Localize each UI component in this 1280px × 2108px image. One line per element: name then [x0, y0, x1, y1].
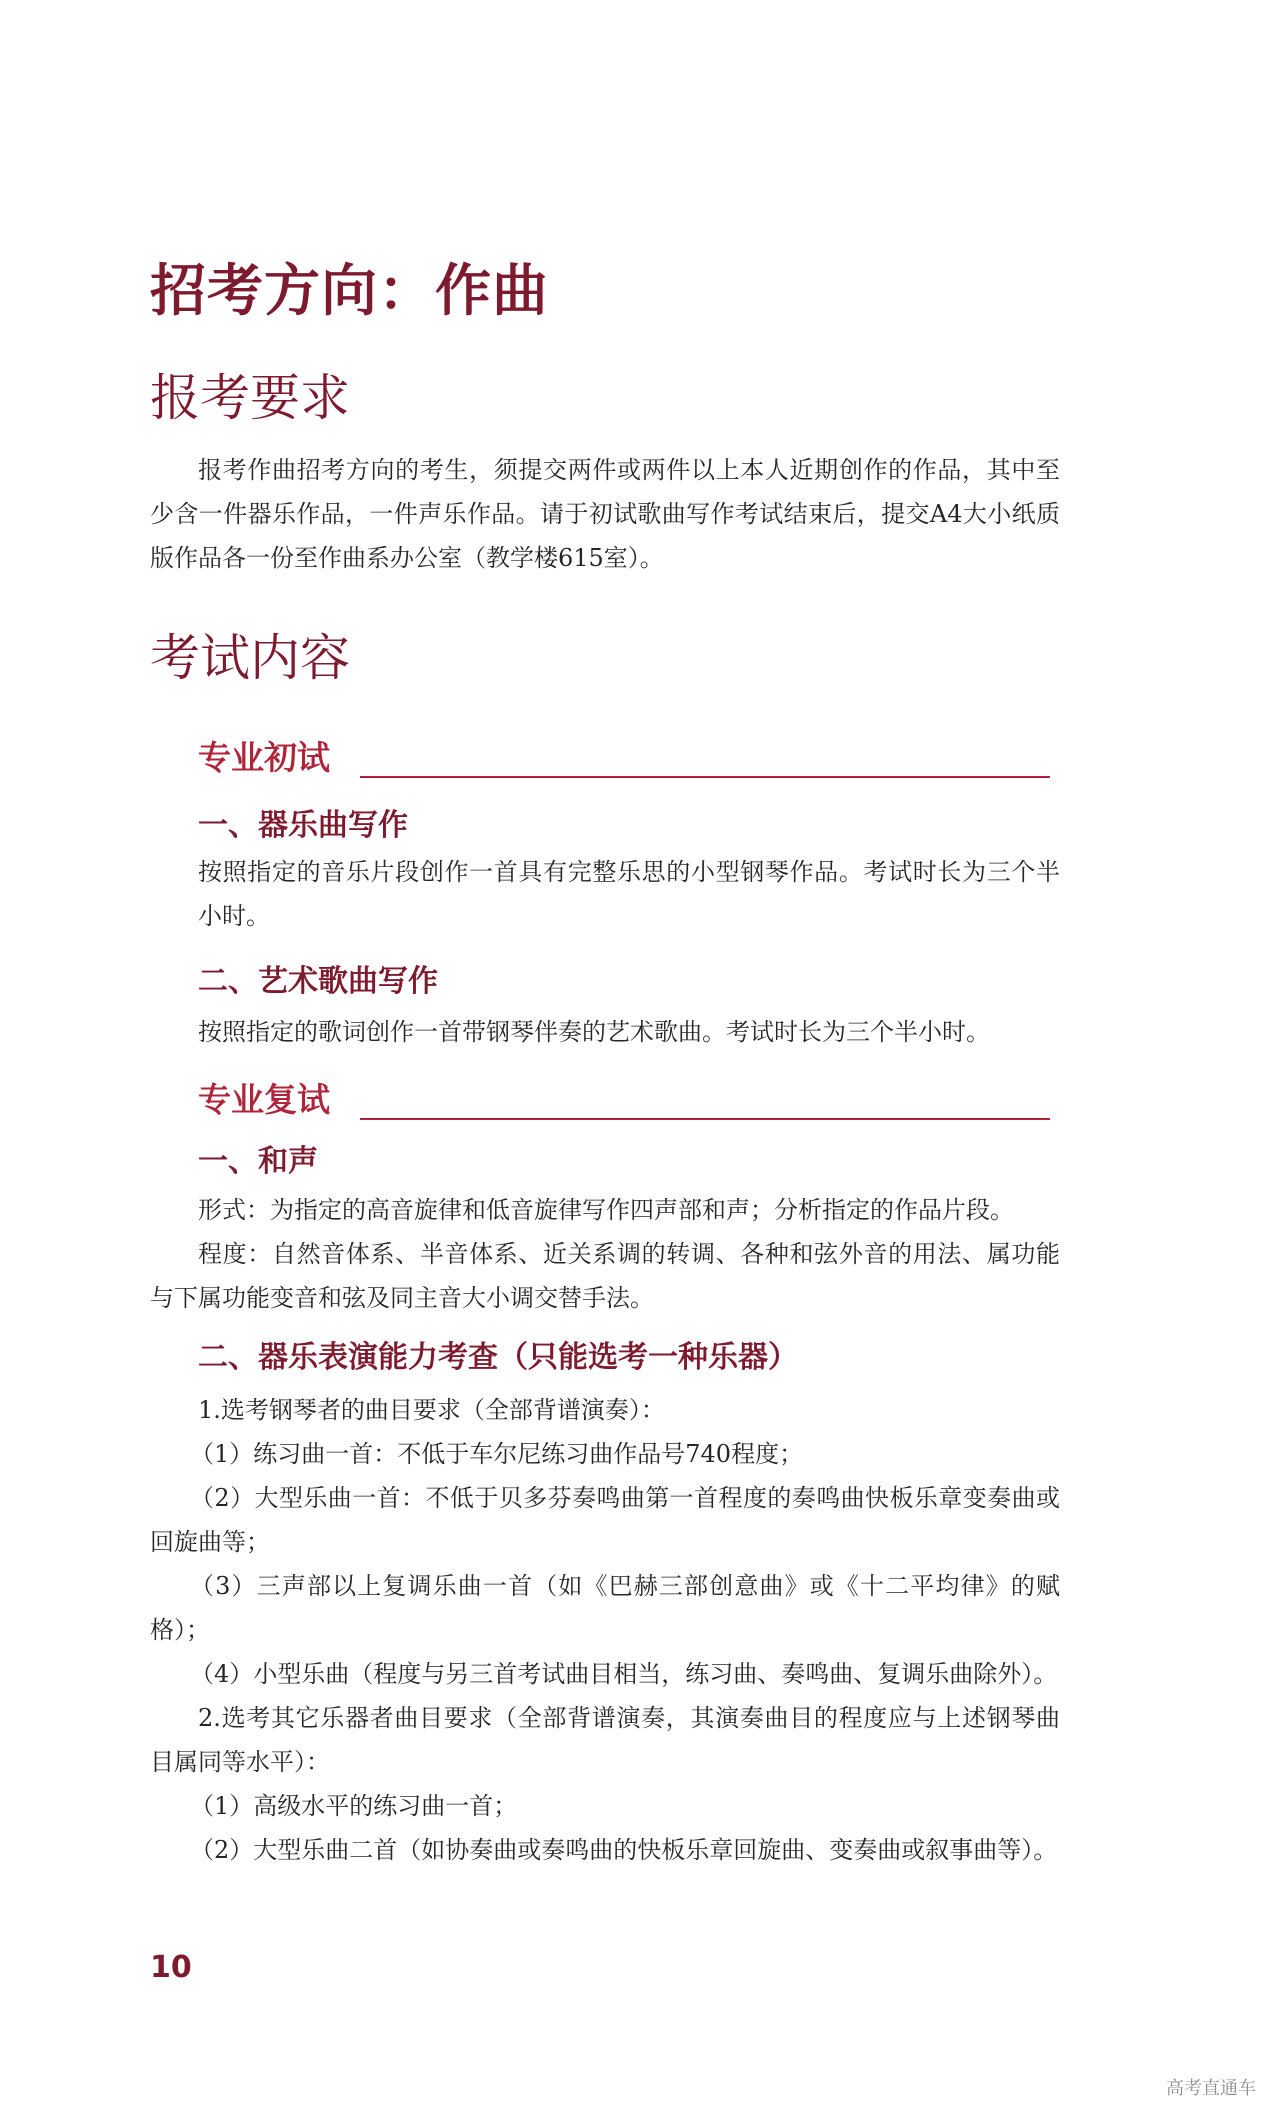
section-heading-content: 考试内容 [150, 629, 350, 687]
preliminary-item2-title: 二、艺术歌曲写作 [198, 964, 438, 999]
preliminary-item1-title: 一、器乐曲写作 [198, 808, 408, 843]
retest-item1-title: 一、和声 [198, 1144, 318, 1179]
stage-heading-rule [360, 776, 1050, 778]
stage-heading-retest-label: 专业复试 [198, 1080, 330, 1119]
other-instrument-intro: 2.选考其它乐器者曲目要求（全部背谱演奏，其演奏曲目的程度应与上述钢琴曲目属同等水平）： [150, 1704, 1060, 1776]
piano-requirement-1: （1）练习曲一首：不低于车尔尼练习曲作品号740程度； [190, 1440, 804, 1468]
piano-requirements-intro: 1.选考钢琴者的曲目要求（全部背谱演奏）： [198, 1396, 665, 1424]
stage-heading-preliminary-label: 专业初试 [198, 738, 330, 777]
watermark-text: 高考直通车 [1166, 2078, 1256, 2099]
preliminary-item1-text: 按照指定的音乐片段创作一首具有完整乐思的小型钢琴作品。考试时长为三个半小时。 [198, 858, 1060, 930]
piano-requirement-4: （4）小型乐曲（程度与另三首考试曲目相当，练习曲、奏鸣曲、复调乐曲除外）。 [190, 1660, 1058, 1688]
piano-requirement-2: （2）大型乐曲一首：不低于贝多芬奏鸣曲第一首程度的奏鸣曲快板乐章变奏曲或回旋曲等； [150, 1484, 1060, 1556]
stage-heading-rule [360, 1118, 1050, 1120]
stage-heading-retest [198, 1074, 1050, 1126]
other-requirement-1: （1）高级水平的练习曲一首； [190, 1792, 518, 1820]
retest-item2-title: 二、器乐表演能力考查（只能选考一种乐器） [198, 1340, 798, 1375]
preliminary-item2-text: 按照指定的歌词创作一首带钢琴伴奏的艺术歌曲。考试时长为三个半小时。 [198, 1018, 990, 1046]
piano-requirement-3: （3）三声部以上复调乐曲一首（如《巴赫三部创意曲》或《十二平均律》的赋格）； [150, 1572, 1060, 1644]
page-title: 招考方向：作曲 [150, 259, 549, 324]
retest-item1-form: 形式：为指定的高音旋律和低音旋律写作四声部和声；分析指定的作品片段。 [198, 1196, 1014, 1224]
retest-item1-level: 程度：自然音体系、半音体系、近关系调的转调、各种和弦外音的用法、属功能与下属功能变音和弦及同主音大小调交替手法。 [150, 1240, 1060, 1312]
stage-heading-preliminary [198, 732, 1050, 784]
section-heading-requirements: 报考要求 [150, 369, 350, 427]
other-requirement-2: （2）大型乐曲二首（如协奏曲或奏鸣曲的快板乐章回旋曲、变奏曲或叙事曲等）。 [190, 1836, 1058, 1864]
requirements-paragraph: 报考作曲招考方向的考生，须提交两件或两件以上本人近期创作的作品，其中至少含一件器乐作品，一件声乐作品。请于初试歌曲写作考试结束后，提交A4大小纸质版作品各一份至作曲系办公室（教学楼615室）。 [150, 456, 1060, 572]
page-number: 10 [150, 1950, 192, 1985]
